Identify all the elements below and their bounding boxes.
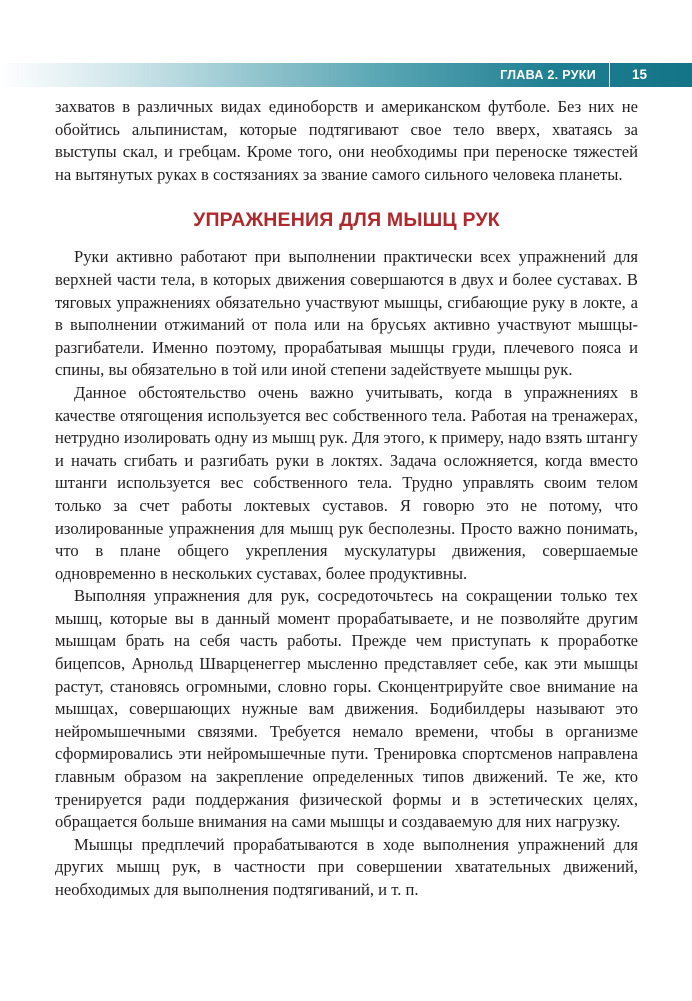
header-divider — [609, 63, 610, 87]
paragraph: Руки активно работают при выполнении практически всех упражнений для верхней части тела, в которых движения совершаются в двух и более суставах. В тяговых упражнениях обязательно участвуют мышцы, сгибающие руку в локте, а в выполнении отжиманий от пола или на брусьях активно участвуют мышцы-разгибатели. Именно поэтому, прорабатывая мышцы груди, плечевого пояса и спины, вы обязательно в той или иной степени задействуете мышцы рук. — [55, 247, 638, 380]
paragraph: Мышцы предплечий прорабатываются в ходе выполнения упражнений для других мышц рук, в частности при совершении хватательных движений, необходимых для выполнения подтягиваний, и т. п. — [55, 834, 638, 899]
page-number: 15 — [631, 67, 647, 82]
section-title: УПРАЖНЕНИЯ ДЛЯ МЫШЦ РУК — [193, 209, 500, 232]
running-header-bar — [0, 63, 692, 87]
page-body — [55, 96, 638, 902]
continued-paragraph: захватов в различных видах единоборств и американском футболе. Без них не обойтись альпинистам, которые подтягивают свое тело вверх, хватаясь за выступы скал, и гребцам. Кроме того, они необходимы при переноске тяжестей на вытянутых руках в состязаниях за звание самого сильного человека планеты. — [55, 97, 638, 184]
paragraph: Выполняя упражнения для рук, сосредоточьтесь на сокращении только тех мышц, которые вы в данный момент прорабатываете, и не позволяйте другим мышцам брать на себя часть работы. Прежде чем приступать к проработке бицепсов, Арнольд Шварценеггер мысленно представляет себе, как эти мышцы растут, становясь огромными, словно горы. Сконцентрируйте свое внимание на мышцах, совершающих нужные вам движения. Бодибилдеры называют это нейромышечными связями. Требуется немало времени, чтобы в организме сформировались эти нейромышечные пути. Тренировка спортсменов направлена главным образом на закрепление определенных типов движений. Те же, кто тренируется ради поддержания физической формы и в эстетических целях, обращается больше внимания на сами мышцы и создаваемую для них нагрузку. — [55, 586, 638, 832]
chapter-title: ГЛАВА 2. РУКИ — [500, 68, 596, 82]
paragraph: Данное обстоятельство очень важно учитывать, когда в упражнениях в качестве отягощения используется вес собственного тела. Работая на тренажерах, нетрудно изолировать одну из мышц рук. Для этого, к примеру, надо взять штангу и начать сгибать и разгибать руки в локтях. Задача осложняется, когда вместо штанги используется вес собственного тела. Трудно управлять своим телом только за счет работы локтевых суставов. Я говорю это не потому, что изолированные упражнения для мышц рук бесполезны. Просто важно понимать, что в плане общего укрепления мускулатуры движения, совершаемые одновременно в нескольких суставах, более продуктивны. — [55, 382, 638, 583]
